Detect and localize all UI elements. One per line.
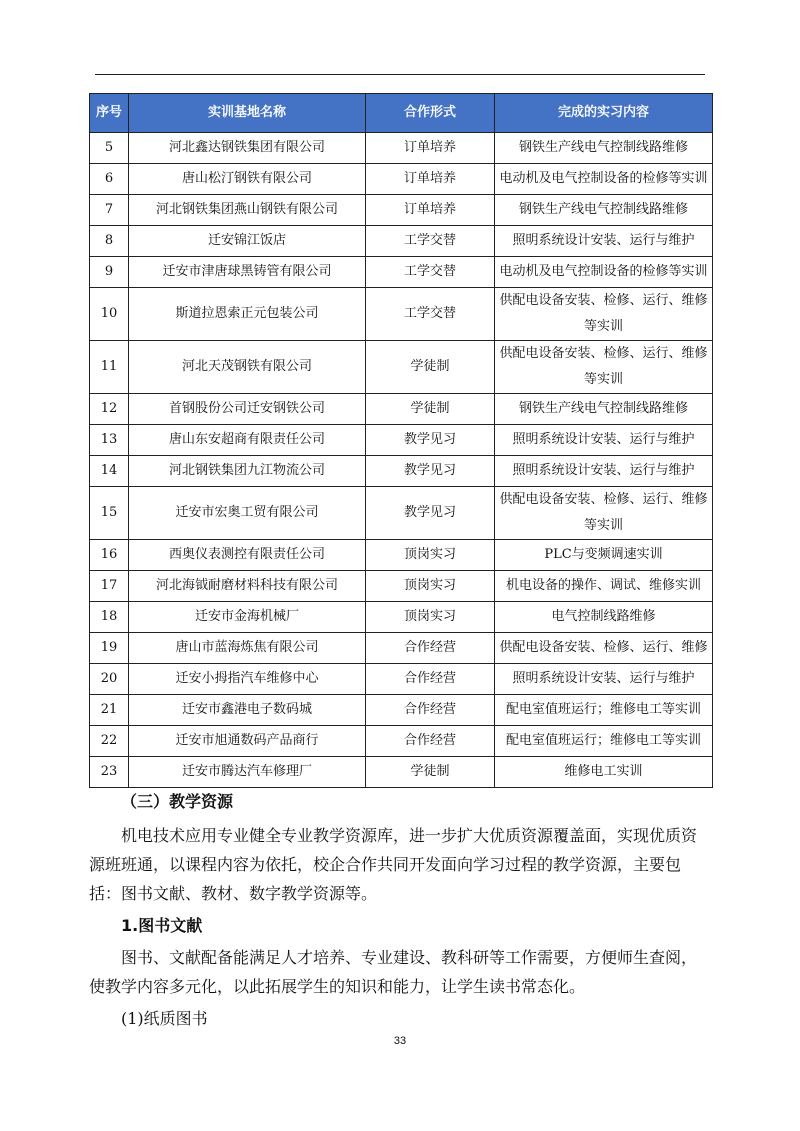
header-internship-content: 完成的实习内容	[495, 94, 713, 133]
row-cooperation-form: 合作经营	[366, 633, 495, 664]
row-index: 17	[90, 571, 129, 602]
row-internship-content: 供配电设备安装、检修、运行、维修等实训	[495, 341, 713, 394]
row-cooperation-form: 顶岗实习	[366, 571, 495, 602]
header-rule	[95, 74, 705, 75]
row-index: 21	[90, 695, 129, 726]
table-row	[90, 726, 713, 757]
row-cooperation-form: 学徒制	[366, 757, 495, 788]
row-internship-content: 供配电设备安装、检修、运行、维修	[495, 633, 713, 664]
training-base-table	[89, 93, 713, 788]
row-cooperation-form: 合作经营	[366, 664, 495, 695]
row-cooperation-form: 工学交替	[366, 288, 495, 341]
row-base-name: 河北天茂钢铁有限公司	[129, 341, 366, 394]
table-header-row	[90, 94, 713, 133]
row-base-name: 迁安市腾达汽车修理厂	[129, 757, 366, 788]
row-cooperation-form: 订单培养	[366, 164, 495, 195]
subheading-books: 1.图书文献	[121, 916, 203, 935]
paragraph-books: 图书、文献配备能满足人才培养、专业建设、教科研等工作需要，方便师生查阅，使教学内容多元化，以此拓展学生的知识和能力，让学生读书常态化。	[89, 948, 698, 996]
table-row	[90, 633, 713, 664]
row-index: 6	[90, 164, 129, 195]
header-cooperation-form: 合作形式	[366, 94, 495, 133]
row-base-name: 西奥仪表测控有限责任公司	[129, 540, 366, 571]
row-index: 7	[90, 195, 129, 226]
row-index: 13	[90, 425, 129, 456]
table-row	[90, 226, 713, 257]
row-cooperation-form: 学徒制	[366, 341, 495, 394]
table-row	[90, 257, 713, 288]
row-base-name: 迁安市鑫港电子数码城	[129, 695, 366, 726]
table-row	[90, 487, 713, 540]
row-cooperation-form: 教学见习	[366, 425, 495, 456]
row-base-name: 河北钢铁集团燕山钢铁有限公司	[129, 195, 366, 226]
row-internship-content: 钢铁生产线电气控制线路维修	[495, 133, 713, 164]
row-internship-content: 电气控制线路维修	[495, 602, 713, 633]
table-row	[90, 425, 713, 456]
table-row	[90, 133, 713, 164]
row-cooperation-form: 订单培养	[366, 195, 495, 226]
row-internship-content: 照明系统设计安装、运行与维护	[495, 456, 713, 487]
row-base-name: 迁安市宏奥工贸有限公司	[129, 487, 366, 540]
row-cooperation-form: 合作经营	[366, 695, 495, 726]
table-row	[90, 341, 713, 394]
row-base-name: 迁安市旭通数码产品商行	[129, 726, 366, 757]
row-index: 8	[90, 226, 129, 257]
row-cooperation-form: 教学见习	[366, 487, 495, 540]
table-row	[90, 695, 713, 726]
row-internship-content: 照明系统设计安装、运行与维护	[495, 226, 713, 257]
row-internship-content: 维修电工实训	[495, 757, 713, 788]
row-index: 14	[90, 456, 129, 487]
row-base-name: 河北海钺耐磨材料科技有限公司	[129, 571, 366, 602]
row-base-name: 河北钢铁集团九江物流公司	[129, 456, 366, 487]
row-internship-content: PLC与变频调速实训	[495, 540, 713, 571]
row-cooperation-form: 教学见习	[366, 456, 495, 487]
row-internship-content: 照明系统设计安装、运行与维护	[495, 425, 713, 456]
row-index: 9	[90, 257, 129, 288]
table-row	[90, 288, 713, 341]
row-index: 5	[90, 133, 129, 164]
row-index: 11	[90, 341, 129, 394]
row-base-name: 迁安锦江饭店	[129, 226, 366, 257]
row-index: 19	[90, 633, 129, 664]
row-internship-content: 照明系统设计安装、运行与维护	[495, 664, 713, 695]
row-internship-content: 供配电设备安装、检修、运行、维修等实训	[495, 288, 713, 341]
row-index: 18	[90, 602, 129, 633]
page-number: 33	[393, 1035, 407, 1047]
row-internship-content: 配电室值班运行；维修电工等实训	[495, 726, 713, 757]
row-cooperation-form: 顶岗实习	[366, 602, 495, 633]
table-row	[90, 456, 713, 487]
row-base-name: 迁安市金海机械厂	[129, 602, 366, 633]
paragraph-teaching-resources: 机电技术应用专业健全专业教学资源库，进一步扩大优质资源覆盖面，实现优质资源班班通，以课程内容为依托，校企合作共同开发面向学习过程的教学资源，主要包括：图书文献、教材、数字教学资源等。	[89, 826, 698, 903]
row-cooperation-form: 工学交替	[366, 226, 495, 257]
row-internship-content: 电动机及电气控制设备的检修等实训	[495, 164, 713, 195]
row-internship-content: 机电设备的操作、调试、维修实训	[495, 571, 713, 602]
row-base-name: 唐山东安超商有限责任公司	[129, 425, 366, 456]
row-internship-content: 电动机及电气控制设备的检修等实训	[495, 257, 713, 288]
row-base-name: 斯道拉恩索正元包装公司	[129, 288, 366, 341]
header-index: 序号	[90, 94, 129, 133]
row-base-name: 唐山松汀钢铁有限公司	[129, 164, 366, 195]
table-row	[90, 540, 713, 571]
row-index: 22	[90, 726, 129, 757]
row-internship-content: 供配电设备安装、检修、运行、维修等实训	[495, 487, 713, 540]
row-internship-content: 钢铁生产线电气控制线路维修	[495, 394, 713, 425]
row-index: 20	[90, 664, 129, 695]
row-cooperation-form: 工学交替	[366, 257, 495, 288]
row-cooperation-form: 顶岗实习	[366, 540, 495, 571]
row-base-name: 首钢股份公司迁安钢铁公司	[129, 394, 366, 425]
row-base-name: 迁安小拇指汽车维修中心	[129, 664, 366, 695]
row-cooperation-form: 订单培养	[366, 133, 495, 164]
row-index: 10	[90, 288, 129, 341]
row-index: 12	[90, 394, 129, 425]
table-row	[90, 164, 713, 195]
table-row	[90, 664, 713, 695]
row-index: 23	[90, 757, 129, 788]
row-cooperation-form: 学徒制	[366, 394, 495, 425]
section-heading: （三）教学资源	[121, 792, 234, 811]
row-index: 16	[90, 540, 129, 571]
row-base-name: 唐山市蓝海炼焦有限公司	[129, 633, 366, 664]
table-row	[90, 602, 713, 633]
row-internship-content: 配电室值班运行；维修电工等实训	[495, 695, 713, 726]
sub-item-paper-books: (1)纸质图书	[121, 1009, 208, 1028]
row-base-name: 河北鑫达钢铁集团有限公司	[129, 133, 366, 164]
header-base-name: 实训基地名称	[129, 94, 366, 133]
table-row	[90, 394, 713, 425]
row-cooperation-form: 合作经营	[366, 726, 495, 757]
table-row	[90, 195, 713, 226]
row-base-name: 迁安市津唐球黑铸管有限公司	[129, 257, 366, 288]
table-row	[90, 571, 713, 602]
row-internship-content: 钢铁生产线电气控制线路维修	[495, 195, 713, 226]
row-index: 15	[90, 487, 129, 540]
table-row	[90, 757, 713, 788]
